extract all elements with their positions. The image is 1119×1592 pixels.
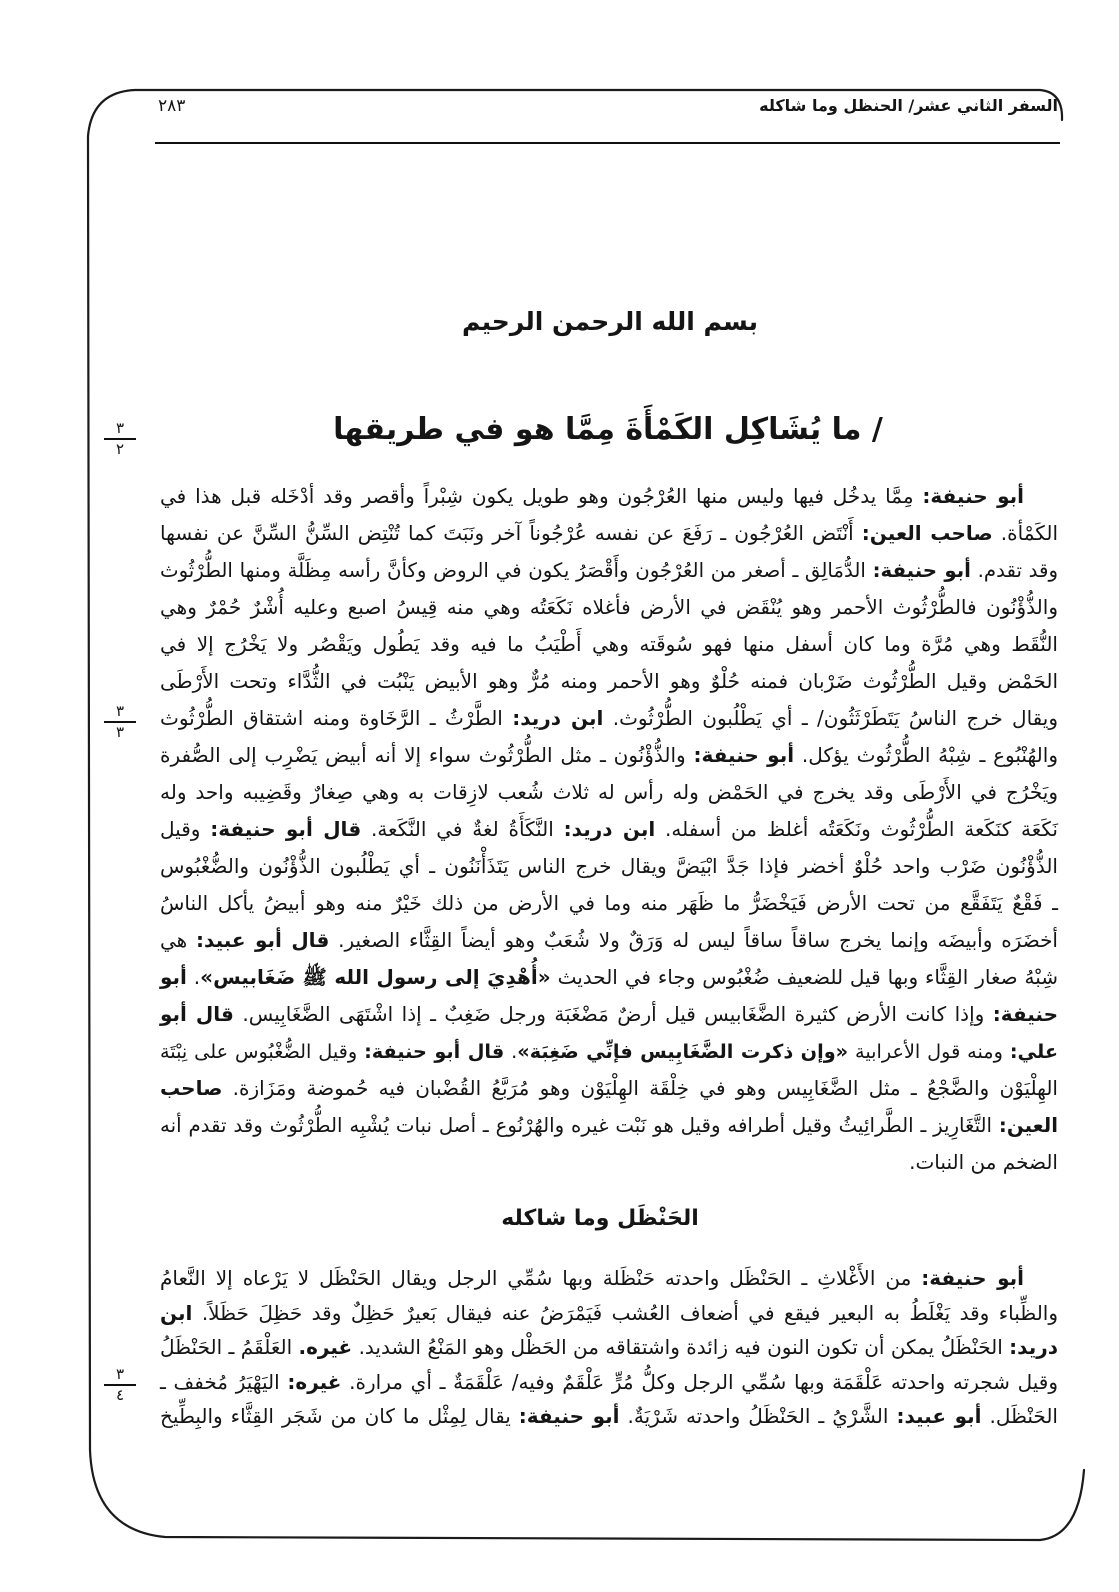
text-run: والذُّؤْنُون فالطُّرْثُوث الأحمر وهو يُنْقَض في الأرض فأغلاه نَكَعَتُه وهي منه قِيسُ اصبع وعليه أُشْرٌ حُمْرٌ وهي	[160, 595, 1058, 619]
text-line	[160, 626, 1058, 663]
paragraph	[160, 478, 1058, 1181]
text-run: وقيل الضُّغْبُوس على نِبْتَة	[159, 1040, 365, 1063]
bold-term: غيره.	[298, 1335, 353, 1359]
bold-term: أبو حنيفة:	[921, 1266, 1024, 1290]
text-line	[160, 1261, 1058, 1296]
margin-note	[104, 421, 136, 457]
bold-term: غيره:	[287, 1369, 342, 1394]
text-line	[160, 515, 1058, 552]
text-run: وإذا كانت الأرض كثيرة الضَّغَابيس قيل أرضٌ مَضْغَبَة ورجل ضَغِبٌ ـ إذا اشْتَهَى الضَّغَابِيس.	[233, 1002, 993, 1026]
text-run: الدُّمَالِق ـ أصغر من العُرْجُون وأَقْصَرُ يكون في الروض وكأنَّ رأسه مِظَلَّة ومنها الطُّرْثُوث	[160, 559, 873, 582]
text-line	[160, 996, 1058, 1033]
text-run: والذُّؤْنُون ـ مثل الطُّرْثُوث سواء إلا أنه أبيض يَضْرِب إلى الصُّفرة	[160, 743, 694, 767]
text-line	[160, 589, 1058, 626]
margin-note-bottom: ٤	[115, 1385, 125, 1404]
margin-note-bottom: ٢	[115, 439, 125, 458]
bold-term: أبو عبيد:	[896, 1404, 982, 1428]
text-run: العَلْقَمُ ـ الحَنْظَلُ	[160, 1335, 299, 1359]
text-run: .	[504, 1040, 518, 1063]
text-line	[160, 552, 1058, 589]
bold-term: أبو حنيفة:	[518, 1404, 620, 1428]
text-run: الحَنْظَلُ يمكن أن تكون النون فيه زائدة واشتقاقه من الحَظْل وهو المَنْعُ الشديد.	[352, 1335, 1010, 1359]
bold-term: أبو حنيفة:	[693, 743, 795, 767]
text-run: والهُنْبُوع ـ شِبْهُ الطُّرْثُوث يؤكل.	[794, 743, 1058, 767]
text-run: ومنه قول الأعرابية	[848, 1040, 1010, 1063]
text-run: الحَمْض وقيل الطُّرْثُوث ضَرْبان فمنه حُلْوٌ وهو الأحمر ومنه مُرٌّ وهو الأبيض يَنْبُت في الثُّدَّاء وتحت الأَرْطَى	[160, 669, 1058, 693]
margin-note-bottom: ٣	[115, 722, 125, 741]
text-run: وقيل شجرته واحدته عَلْقَمَة وبها سُمِّي الرجل وكلُّ مُرٍّ عَلْقَمٌ وفيه/ عَلْقَمَةٌ ـ أي مرارة.	[341, 1369, 1058, 1394]
text-run: نَكَعَة كنَكَعة الطُّرْثُوث ونَكَعَتُه أغلظ من أسفله.	[655, 817, 1058, 841]
running-title: السفر الثاني عشر/ الحنظل وما شاكله	[759, 96, 1058, 115]
bold-term: «وإن ذكرت الضَّغَابِيس فإنِّي ضَغِبَة»	[517, 1040, 849, 1063]
text-run: يقال لِمِثْل ما كان من شَجَر القِثَّاء والبِطِّيخ	[160, 1404, 519, 1428]
bold-term: أبو حنيفة:	[872, 559, 971, 582]
text-run: الضخم من النبات.	[909, 1150, 1058, 1174]
bold-term: ابن	[160, 1300, 193, 1325]
bold-term: قال أبو حنيفة:	[210, 817, 362, 841]
text-run: مِمَّا يدخُل فيها وليس منها العُرْجُون وهو طويل يكون شِبْراً وأقصر وقد أدْخَله قبل هذا في	[160, 484, 923, 508]
text-run: وقد تقدم.	[970, 559, 1058, 582]
bold-term: قال أبو	[159, 1002, 234, 1026]
section-heading: الحَنْظَل وما شاكله	[501, 1206, 699, 1231]
margin-note-top: ٣	[115, 419, 125, 437]
text-line	[160, 478, 1058, 515]
margin-note-top: ٣	[115, 702, 125, 720]
text-run: الهِلْيَوْن والضَّجْعُ ـ مثل الضَّغَابِيس وهو في خِلْقَة الهِلْيَوْن وهو مُرَبَّعُ القُضْبان فيه حُموضة ومَزَازة.	[222, 1076, 1058, 1100]
text-line	[160, 1399, 1058, 1434]
text-run: الطَّرْثُ ـ الرَّخَاوة ومنه اشتقاق الطُّرْثُوث	[160, 706, 513, 730]
bold-term: صاحب	[160, 1076, 223, 1100]
text-run: ويقال خرج الناسُ يَتَطَرْثَثُون/ ـ أي يَطْلُبون الطُّرْثُوث.	[603, 706, 1058, 730]
text-line	[160, 1033, 1058, 1070]
text-line	[160, 811, 1058, 848]
text-line	[160, 774, 1058, 811]
margin-note	[104, 1367, 136, 1403]
text-run: .	[186, 965, 201, 989]
text-run: النَّكَأَةُ لغةٌ في النَّكَعة.	[361, 817, 564, 841]
text-line	[160, 663, 1058, 700]
text-line	[160, 1107, 1058, 1144]
bold-term: قال أبو حنيفة:	[364, 1040, 505, 1063]
text-run: والظِّباء وقد يَغْلَطُ به البعير فيقع في أضعاف العُشب فَيَمْرَضُ عنه فيقال بَعيرٌ حَظِلٌ وقد حَظِلَ حَظَلاً.	[192, 1300, 1058, 1325]
text-line	[160, 922, 1058, 959]
bold-term: ابن دريد:	[512, 706, 604, 730]
text-line	[160, 1070, 1058, 1107]
bold-term: ابن دريد:	[563, 817, 656, 841]
text-run: شِبْهُ صغار القِثَّاء وبها قيل للضعيف ضُغْبُوس وجاء في الحديث	[550, 965, 1058, 989]
text-line	[160, 1330, 1058, 1365]
text-run: وقيل	[160, 817, 211, 841]
text-line	[160, 1144, 1058, 1181]
text-line	[160, 700, 1058, 737]
text-run: هي	[159, 928, 197, 952]
text-line	[160, 1365, 1058, 1400]
bold-term: صاحب العين:	[861, 521, 993, 545]
text-line	[160, 1296, 1058, 1331]
bold-term: حنيفة:	[992, 1002, 1058, 1026]
paragraph	[160, 1261, 1058, 1434]
bold-term: «أُهْدِيَ إلى رسول الله ﷺ ضَغَابيس»	[200, 965, 551, 989]
text-line	[160, 848, 1058, 885]
text-line	[160, 737, 1058, 774]
header-rule	[155, 142, 1060, 144]
text-run: الكَمْأة.	[992, 521, 1058, 545]
bold-term: دريد:	[1009, 1335, 1058, 1359]
text-run: ـ فَقْعٌ يَتَفَقَّع من تحت الأرض فَيَخْضَرُّ ما ظَهَر منه وما في الأرض من ذلك خَيْرٌ منه وهو أبيضُ يأكل الناسُ	[160, 891, 1058, 915]
bold-term: قال أبو عبيد:	[196, 928, 330, 952]
text-run: الذُّؤْنُون ضَرْب واحد حُلْوٌ أخضر فإذا جَدَّ ابْيَضَّ ويقال خرج الناس يَتَذَأْنَنُون ـ أي يَطْلُبون الذُّؤْنُون والضُّغْبُوس	[160, 854, 1058, 878]
text-run: أَنْتَض العُرْجُون ـ رَفَعَ عن نفسه عُرْجُوناً آخر ونَبَتَ كما تُنْتِض السِّنُّ السِّنَّ عن نفسها	[160, 521, 862, 545]
text-run: ويَخْرُج في الأَرْطَى وقد يخرج في الحَمْض وله رأس له ثلاث شُعب لازِقات به وهي صِغارٌ وقَضِيبه واحد وله	[160, 780, 1058, 804]
page-number: ٢٨٣	[158, 96, 186, 116]
text-line	[160, 959, 1058, 996]
text-run: اليَهْيَرُ مُخفف ـ	[160, 1369, 288, 1394]
text-run: التَّغَارِيز ـ الطَّرائِيثُ وقيل أطرافه وقيل هو نَبْت غيره والهُرْنُوع ـ أصل نبات يُشْبِه الطُّرْثُوث وقد تقدم أنه	[160, 1114, 999, 1137]
text-run: الشَّرْيُ ـ الحَنْظَلُ واحدته شَرْيَةٌ.	[619, 1404, 897, 1428]
bold-term: أبو	[160, 965, 187, 989]
basmala: بسم الله الرحمن الرحيم	[462, 307, 758, 336]
text-run: أخضَرَه وأبيضَه وإنما يخرج ساقاً ساقاً ليس له وَرَقٌ ولا شُعَبٌ وهو أيضاً القِثَّاء الصغير.	[329, 928, 1058, 952]
text-run: النُّقَط وهي مُرَّة وما كان أسفل منها فهو سُوقَته وهي أَطْيَبُ ما فيه وقد يَطُول ويَقْصُر ولا يَخْرُج إلا في	[160, 632, 1058, 656]
section-title: / ما يُشَاكِل الكَمْأَةَ مِمَّا هو في طريقها	[333, 412, 883, 447]
text-run: الحَنْظَل.	[981, 1404, 1058, 1428]
text-run: من الأَغْلاثِ ـ الحَنْظَل واحدته حَنْظَلة وبها سُمِّي الرجل ويقال الحَنْظَل لا يَرْعاه إلا النَّعامُ	[160, 1266, 922, 1290]
bold-term: العين:	[998, 1114, 1058, 1137]
bold-term: أبو حنيفة:	[922, 484, 1024, 508]
text-line	[160, 885, 1058, 922]
margin-note-top: ٣	[115, 1365, 125, 1383]
bold-term: علي:	[1009, 1040, 1058, 1063]
margin-note	[104, 704, 136, 740]
